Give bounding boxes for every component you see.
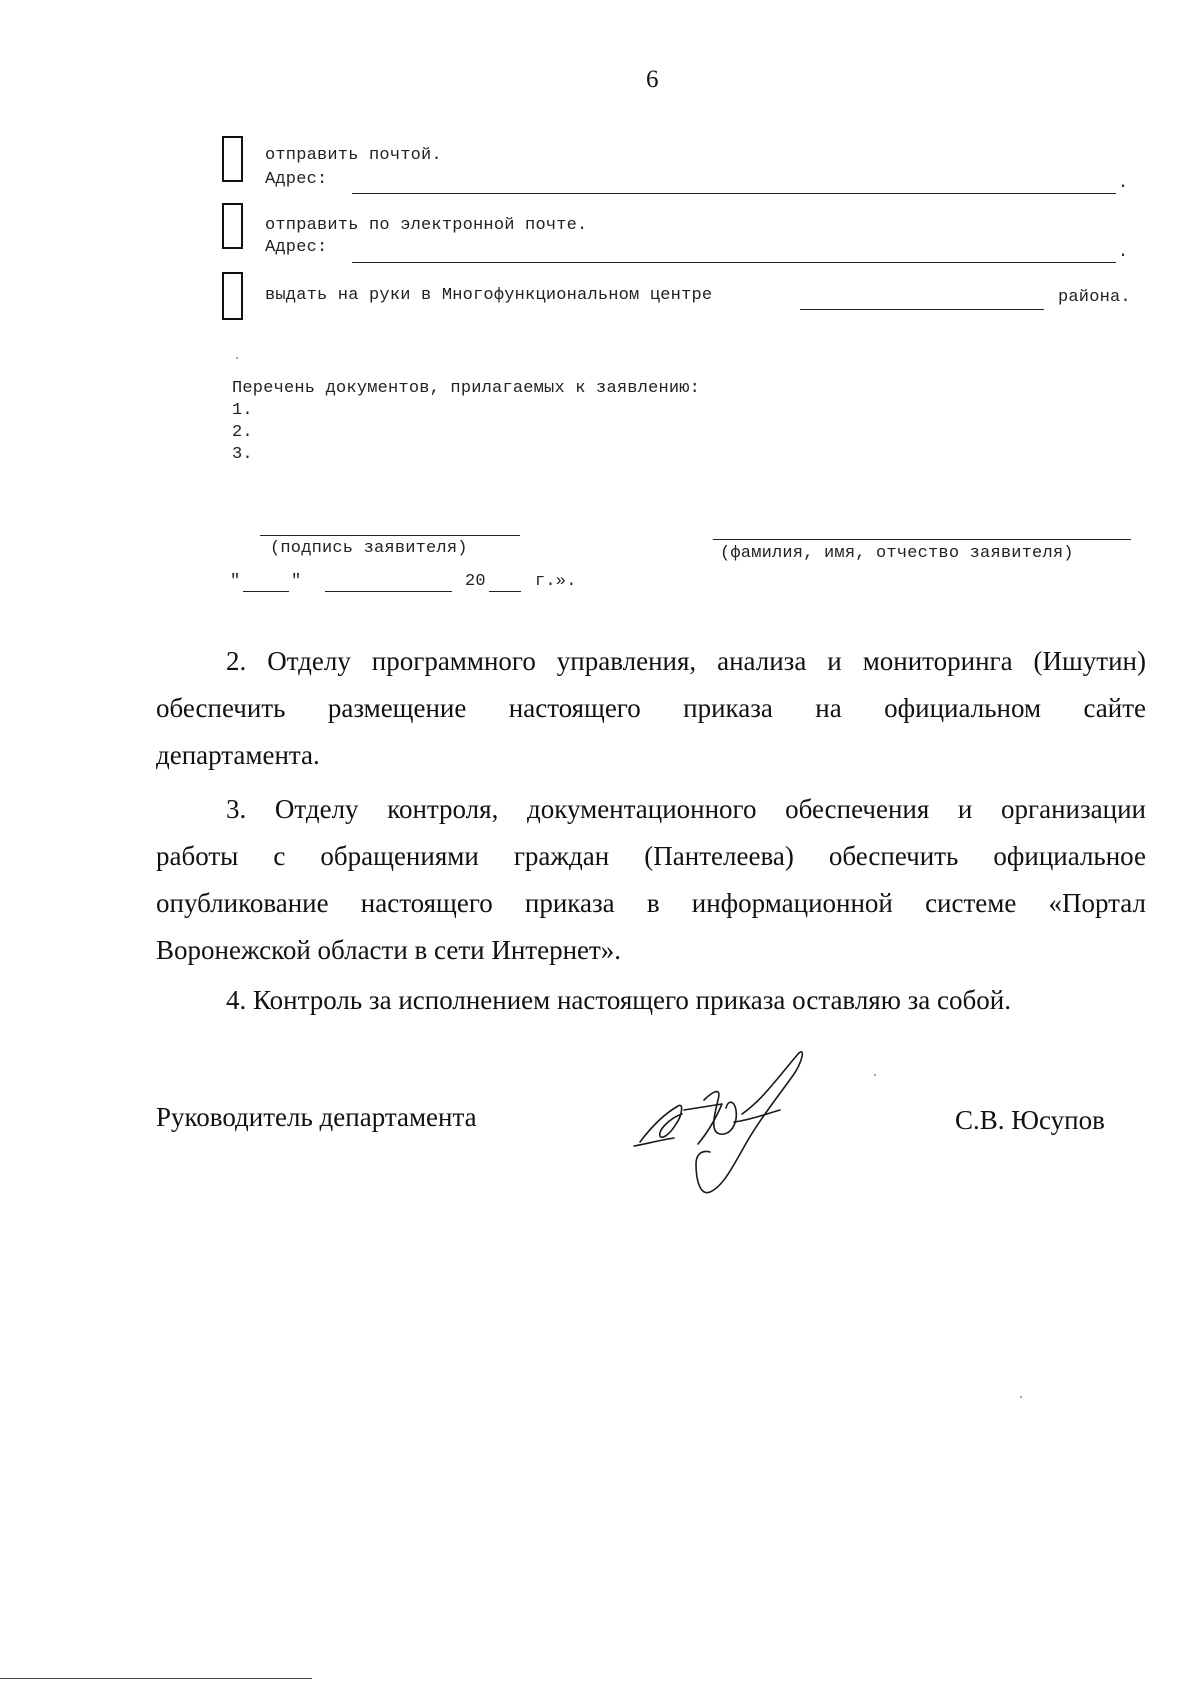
paragraph-4-line-1: 4. Контроль за исполнением настоящего приказа оставляю за собой. (226, 985, 1011, 1015)
date-day-line[interactable] (243, 591, 289, 592)
date-close-quote: " (291, 572, 302, 591)
paragraph-3-line-3: опубликование настоящего приказа в информационной системе «Портал (156, 888, 1146, 918)
scan-speck (874, 1074, 876, 1076)
page-number: 6 (646, 66, 659, 93)
paragraph-3-line-1: 3. Отделу контроля, документационного обеспечения и организации (226, 794, 1146, 824)
applicant-signature-caption: (подпись заявителя) (270, 539, 468, 558)
paragraph-3-line-2: работы с обращениями граждан (Пантелеева) обеспечить официальное (156, 841, 1146, 871)
page-edge-line (0, 1678, 312, 1679)
checkbox-send-by-mail[interactable] (222, 136, 243, 182)
paragraph-2-line-2: обеспечить размещение настоящего приказа на официальном сайте (156, 693, 1146, 723)
paragraph-2-line-1: 2. Отделу программного управления, анализа и мониторинга (Ишутин) (226, 646, 1146, 676)
documents-item: 2. (232, 423, 253, 442)
address-trailing-dot: . (1118, 243, 1129, 262)
address-line-email[interactable] (352, 262, 1116, 263)
documents-item: 3. (232, 445, 253, 464)
paragraph-3-line-4: Воронежской области в сети Интернет». (156, 935, 622, 965)
applicant-name-line[interactable] (713, 539, 1131, 540)
documents-heading: Перечень документов, прилагаемых к заявлению: (232, 379, 701, 398)
applicant-name-caption: (фамилия, имя, отчество заявителя) (720, 544, 1074, 563)
address-trailing-dot: . (1118, 174, 1129, 193)
delivery-option-label: выдать на руки в Многофункциональном центре (265, 286, 713, 305)
delivery-option-label: отправить по электронной почте. (265, 216, 588, 235)
address-line-mail[interactable] (352, 193, 1116, 194)
district-line[interactable] (800, 309, 1044, 310)
date-year-line[interactable] (489, 591, 521, 592)
address-label: Адрес: (265, 238, 328, 257)
checkbox-pickup-mfc[interactable] (222, 272, 243, 320)
date-month-line[interactable] (325, 591, 452, 592)
documents-item: 1. (232, 401, 253, 420)
paragraph-2-line-3: департамента. (156, 740, 320, 770)
delivery-option-label: отправить почтой. (265, 146, 442, 165)
applicant-signature-line[interactable] (260, 535, 520, 536)
scan-speck (236, 357, 238, 359)
signatory-name: С.В. Юсупов (955, 1105, 1105, 1135)
date-year-prefix: 20 (465, 572, 486, 591)
checkbox-send-by-email[interactable] (222, 203, 243, 249)
signatory-position: Руководитель департамента (156, 1102, 477, 1132)
scan-speck (1020, 1396, 1022, 1398)
district-suffix: района. (1058, 288, 1131, 307)
date-open-quote: " (230, 572, 241, 591)
address-label: Адрес: (265, 170, 328, 189)
handwritten-signature (630, 1040, 840, 1200)
date-suffix: г.». (535, 572, 577, 591)
